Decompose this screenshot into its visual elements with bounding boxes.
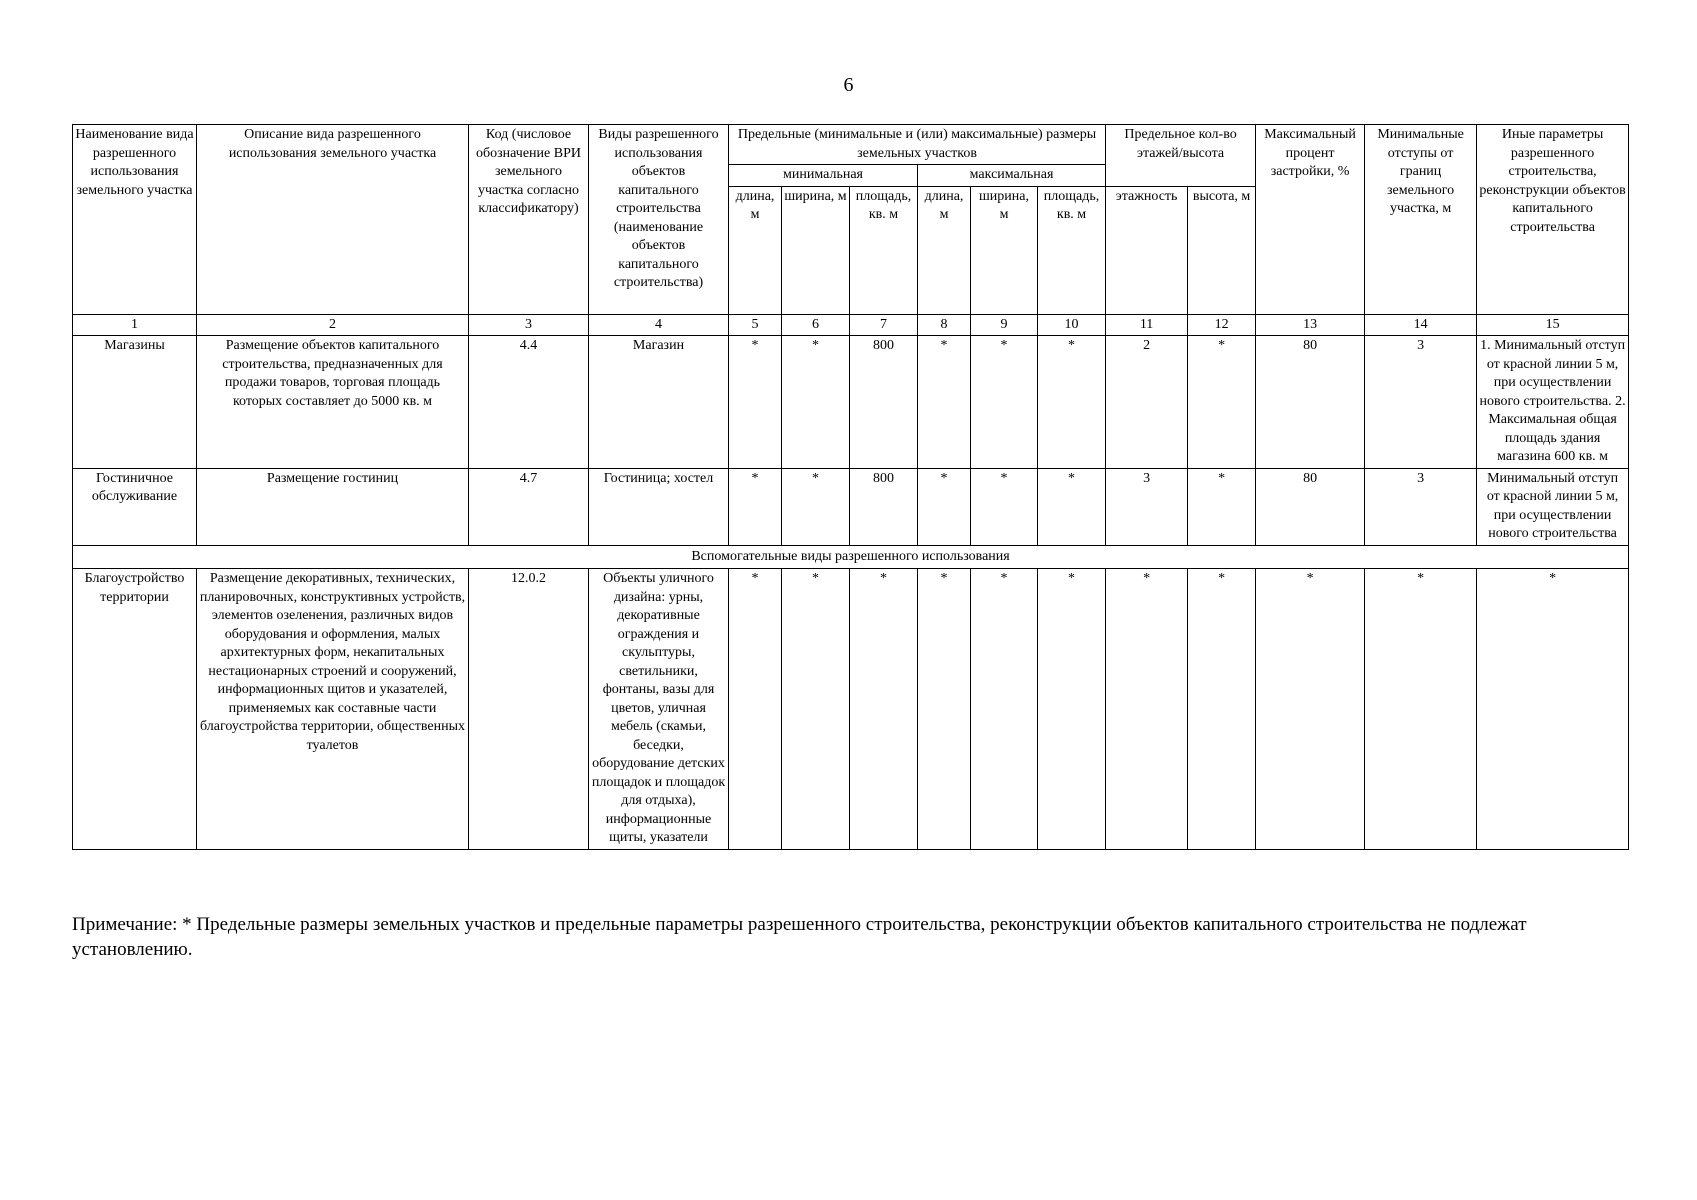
column-number: 4	[589, 314, 729, 336]
row-other-params: Минимальный отступ от красной линии 5 м, при осуществлении нового строительства	[1477, 468, 1629, 545]
table-row	[73, 336, 1629, 469]
row-floors: 2	[1106, 336, 1188, 469]
column-number: 14	[1365, 314, 1477, 336]
row-code: 4.7	[469, 468, 589, 545]
column-number: 6	[782, 314, 850, 336]
header-kinds: Виды разрешенного использования объектов капитального строительства (наименование объектов капитального строительства)	[589, 125, 729, 315]
row-floors: *	[1106, 569, 1188, 850]
row-max-percent: *	[1256, 569, 1365, 850]
table-row	[73, 468, 1629, 545]
row-min-setback: *	[1365, 569, 1477, 850]
column-number: 9	[971, 314, 1038, 336]
row-description: Размещение гостиниц	[197, 468, 469, 545]
row-max-length: *	[918, 336, 971, 469]
zoning-table	[72, 124, 1629, 850]
column-number: 5	[729, 314, 782, 336]
column-number: 8	[918, 314, 971, 336]
row-other-params: *	[1477, 569, 1629, 850]
header-floors: этажность	[1106, 186, 1188, 314]
row-max-length: *	[918, 569, 971, 850]
row-name: Гостиничное обслуживание	[73, 468, 197, 545]
row-max-width: *	[971, 336, 1038, 469]
section-title: Вспомогательные виды разрешенного использования	[73, 545, 1629, 569]
row-other-params: 1. Минимальный отступ от красной линии 5 м, при осуществлении нового строительства. 2. Максимальная общая площадь здания магазина 600 кв. м	[1477, 336, 1629, 469]
row-max-area: *	[1038, 569, 1106, 850]
table-row	[73, 569, 1629, 850]
page-number: 6	[843, 74, 854, 96]
column-numbers-row	[73, 314, 1629, 336]
row-name: Магазины	[73, 336, 197, 469]
header-max-percent: Максимальный процент застройки, %	[1256, 125, 1365, 315]
row-height: *	[1188, 468, 1256, 545]
header-code: Код (числовое обозначение ВРИ земельного участка согласно классификатору)	[469, 125, 589, 315]
row-floors: 3	[1106, 468, 1188, 545]
row-description: Размещение декоративных, технических, планировочных, конструктивных устройств, элементов озеленения, различных видов оборудования и оформления, малых архитектурных форм, некапитальных нестационарных строений и сооружений, информационных щитов и указателей, применяемых как составные части благоустройства территории, общественных туалетов	[197, 569, 469, 850]
row-min-setback: 3	[1365, 468, 1477, 545]
row-code: 12.0.2	[469, 569, 589, 850]
row-min-width: *	[782, 336, 850, 469]
row-min-width: *	[782, 468, 850, 545]
header-max-length: длина, м	[918, 186, 971, 314]
header-max-width: ширина, м	[971, 186, 1038, 314]
row-kinds: Гостиница; хостел	[589, 468, 729, 545]
footnote: Примечание: * Предельные размеры земельных участков и предельные параметры разрешенного строительства, реконструкции объектов капитального строительства не подлежат установлению.	[72, 914, 1527, 960]
header-max-area: площадь, кв. м	[1038, 186, 1106, 314]
row-max-area: *	[1038, 336, 1106, 469]
column-number: 1	[73, 314, 197, 336]
header-name: Наименование вида разрешенного использования земельного участка	[73, 125, 197, 315]
column-number: 10	[1038, 314, 1106, 336]
column-number: 12	[1188, 314, 1256, 336]
row-min-setback: 3	[1365, 336, 1477, 469]
row-height: *	[1188, 569, 1256, 850]
row-description: Размещение объектов капитального строительства, предназначенных для продажи товаров, торговая площадь которых составляет до 5000 кв. м	[197, 336, 469, 469]
row-max-percent: 80	[1256, 468, 1365, 545]
header-minimal: минимальная	[729, 165, 918, 187]
header-min-length: длина, м	[729, 186, 782, 314]
header-min-setbacks: Минимальные отступы от границ земельного участка, м	[1365, 125, 1477, 315]
row-min-area: *	[850, 569, 918, 850]
header-min-area: площадь, кв. м	[850, 186, 918, 314]
header-height: высота, м	[1188, 186, 1256, 314]
row-height: *	[1188, 336, 1256, 469]
header-description: Описание вида разрешенного использования земельного участка	[197, 125, 469, 315]
row-min-width: *	[782, 569, 850, 850]
row-kinds: Магазин	[589, 336, 729, 469]
row-min-area: 800	[850, 336, 918, 469]
column-number: 7	[850, 314, 918, 336]
row-min-length: *	[729, 569, 782, 850]
row-name: Благоустройство территории	[73, 569, 197, 850]
row-max-percent: 80	[1256, 336, 1365, 469]
header-maximal: максимальная	[918, 165, 1106, 187]
row-max-area: *	[1038, 468, 1106, 545]
row-min-area: 800	[850, 468, 918, 545]
row-max-length: *	[918, 468, 971, 545]
header-floors-group: Предельное кол-во этажей/высота	[1106, 125, 1256, 187]
row-max-width: *	[971, 569, 1038, 850]
header-limits-group: Предельные (минимальные и (или) максимальные) размеры земельных участков	[729, 125, 1106, 165]
header-min-width: ширина, м	[782, 186, 850, 314]
row-min-length: *	[729, 336, 782, 469]
row-code: 4.4	[469, 336, 589, 469]
header-row-1	[73, 125, 1629, 165]
section-row	[73, 545, 1629, 569]
column-number: 11	[1106, 314, 1188, 336]
header-other-params: Иные параметры разрешенного строительства, реконструкции объектов капитального строительства	[1477, 125, 1629, 315]
column-number: 13	[1256, 314, 1365, 336]
column-number: 3	[469, 314, 589, 336]
row-kinds: Объекты уличного дизайна: урны, декоративные ограждения и скульптуры, светильники, фонтаны, вазы для цветов, уличная мебель (скамьи, беседки, оборудование детских площадок и площадок для отдыха), информационные щиты, указатели	[589, 569, 729, 850]
row-min-length: *	[729, 468, 782, 545]
column-number: 15	[1477, 314, 1629, 336]
column-number: 2	[197, 314, 469, 336]
row-max-width: *	[971, 468, 1038, 545]
